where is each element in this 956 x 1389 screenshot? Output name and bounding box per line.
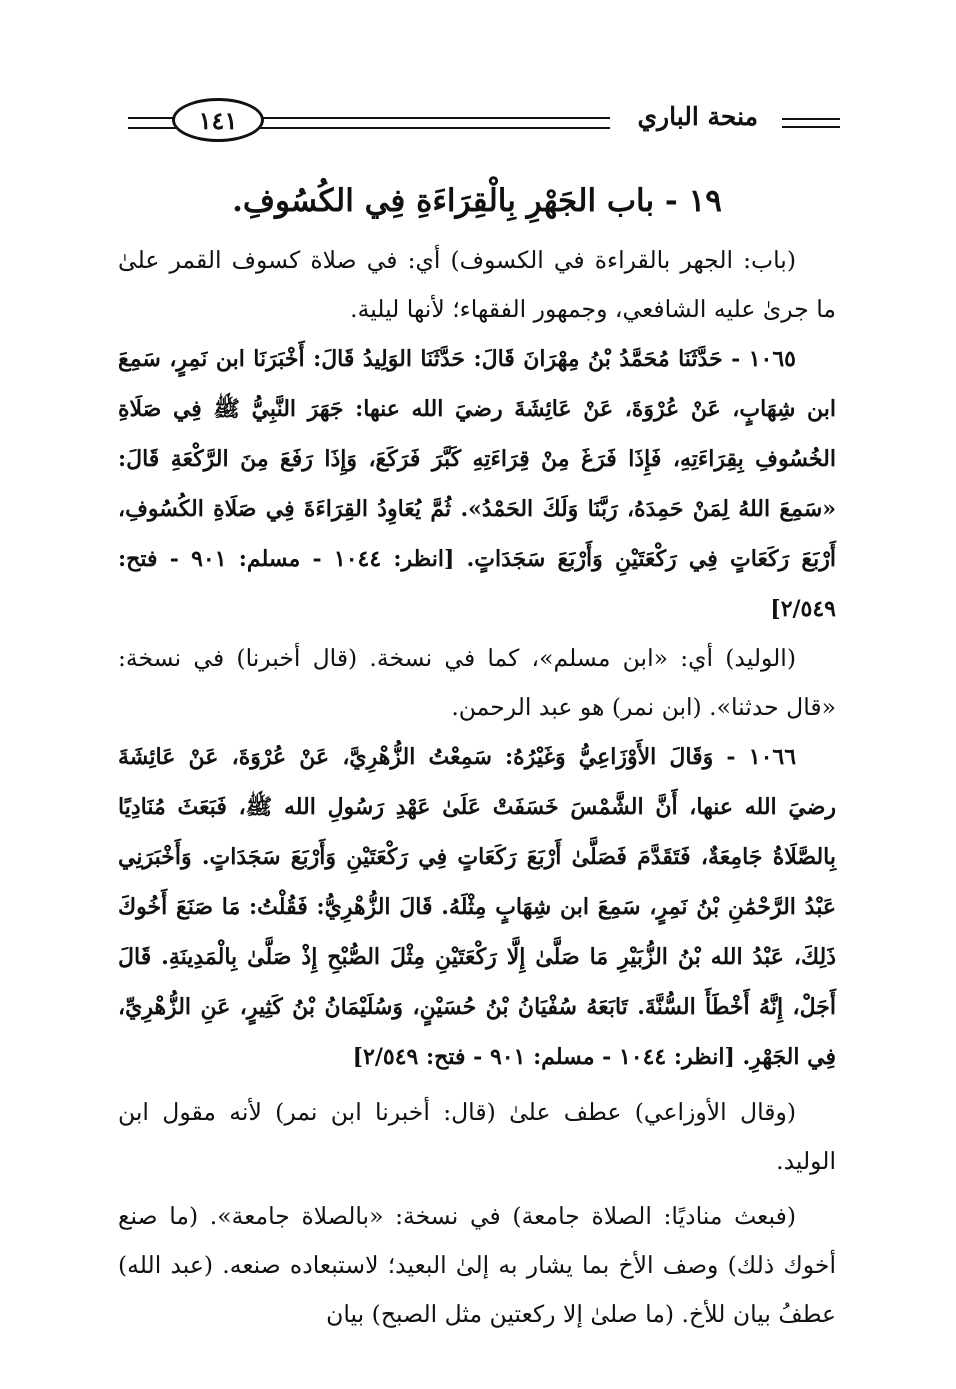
hadith-text: ١٠٦٥ - حَدَّثَنَا مُحَمَّدُ بْنُ مِهْرَانَ قَالَ: حَدَّثَنَا الوَلِيدُ قَالَ: أَخْبَرَنَا ابن نَمِرٍ، سَمِعَ ابن شِهَابٍ، عَنْ عُرْوَةَ، عَنْ عَائِشَةَ رضيَ الله عنها: جَهَرَ النَّبِيُّ ﷺ فِي صَلَاةِ الخُسُوفِ بِقِرَاءَتِهِ، فَإِذَا فَرَغَ مِنْ قِرَاءَتِهِ كَبَّرَ فَرَكَعَ، وَإِذَا رَفَعَ مِنَ الرَّكْعَةِ قَالَ: «سَمِعَ اللهُ لِمَنْ حَمِدَهُ، رَبَّنَا وَلَكَ الحَمْدُ». ثُمَّ يُعَاوِدُ القِرَاءَةَ فِي صَلَاةِ الكُسُوفِ، أَرْبَعَ رَكَعَاتٍ فِي رَكْعَتَيْنِ وَأَرْبَعَ سَجَدَاتٍ. [انظر: ١٠٤٤ - مسلم: ٩٠١ - فتح: ٢/٥٤٩]	[118, 346, 836, 622]
book-title: منحة الباري	[637, 102, 758, 131]
page-number-badge	[172, 98, 264, 142]
commentary-paragraph: (فبعث مناديًا: الصلاة جامعة) في نسخة: «بالصلاة جامعة». (ما صنع أخوك ذلك) وصف الأخ بما يشار به إلىٰ البعيد؛ لاستبعاده صنعه. (عبد الله) عطفُ بيان للأخ. (ما صلىٰ إلا ركعتين مثل الصبح) بيان	[118, 1202, 836, 1328]
page-header	[120, 88, 840, 148]
chapter-title: ١٩ - باب الجَهْرِ بِالْقِرَاءَةِ فِي الكُسُوفِ.	[232, 183, 722, 219]
header-rule-middle	[260, 117, 610, 129]
commentary-paragraph: (باب: الجهر بالقراءة في الكسوف) أي: في صلاة كسوف القمر علىٰ ما جرىٰ عليه الشافعي، وجمهور الفقهاء؛ لأنها ليلية.	[118, 246, 836, 323]
page-number: ١٤١	[198, 105, 238, 135]
header-rule-left	[128, 117, 178, 129]
hadith-text: ١٠٦٦ - وَقَالَ الأَوْزَاعِيُّ وَغَيْرُهُ: سَمِعْتُ الزُّهْرِيَّ، عَنْ عُرْوَةَ، عَنْ عَائِشَةَ رضيَ الله عنها، أَنَّ الشَّمْسَ خَسَفَتْ عَلَىٰ عَهْدِ رَسُولِ الله ﷺ، فَبَعَثَ مُنَادِيًا بِالصَّلَاةُ جَامِعَةٌ، فَتَقَدَّمَ فَصَلَّىٰ أَرْبَعَ رَكَعَاتٍ فِي رَكْعَتَيْنِ وَأَرْبَعَ سَجَدَاتٍ. وَأَخْبَرَنِي عَبْدُ الرَّحْمَٰنِ بْنُ نَمِرٍ، سَمِعَ ابن شِهَابٍ مِثْلَهُ. قَالَ الزُّهْرِيُّ: فَقُلْتُ: مَا صَنَعَ أَخُوكَ ذَلِكَ، عَبْدُ الله بْنُ الزُّبَيْرِ مَا صَلَّىٰ إِلَّا رَكْعَتَيْنِ مِثْلَ الصُّبْحِ إِذْ صَلَّىٰ بِالْمَدِينَةِ. قَالَ أَجَلْ، إِنَّهُ أَخْطَأَ السُّنَّةَ. تَابَعَهُ سُفْيَانُ بْنُ حُسَيْنٍ، وَسُلَيْمَانُ بْنُ كَثِيرٍ، عَنِ الزُّهْرِيِّ، فِي الجَهْرِ. [انظر: ١٠٤٤ - مسلم: ٩٠١ - فتح: ٢/٥٤٩]	[118, 744, 836, 1070]
commentary-paragraph: (الوليد) أي: «ابن مسلم»، كما في نسخة. (قال أخبرنا) في نسخة: «قال حدثنا». (ابن نمر) هو عبد الرحمن.	[118, 644, 836, 721]
page-body	[118, 174, 836, 1339]
commentary-paragraph: (وقال الأوزاعي) عطف علىٰ (قال: أخبرنا ابن نمر) لأنه مقول ابن الوليد.	[118, 1098, 836, 1175]
header-rule-right	[782, 118, 840, 128]
